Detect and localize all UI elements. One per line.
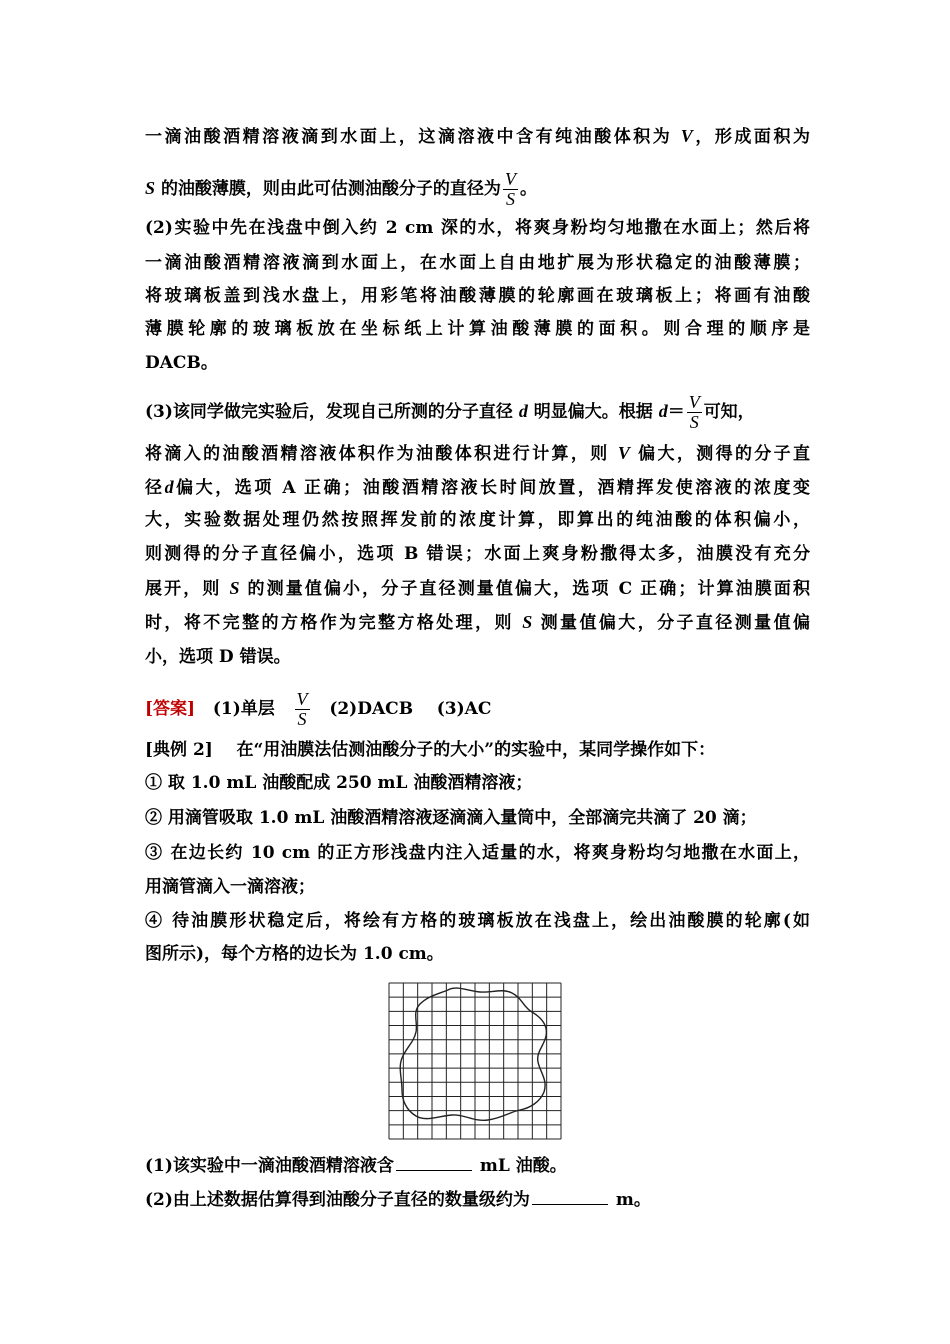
answer-tag: [答案]	[145, 699, 196, 719]
fraction-v-over-s: $\frac{V}{S}$	[296, 689, 308, 729]
answer-blank[interactable]	[532, 1190, 608, 1205]
solution-p3-line-5: 则测得的分子直径偏小，选项 B 错误；水面上爽身粉撒得太多，油膜没有充分	[145, 544, 810, 564]
solution-p2-line-3: 将玻璃板盖到浅水盘上，用彩笔将油酸薄膜的轮廓画在玻璃板上；将画有油酸	[145, 286, 810, 306]
answer-line: [答案] (1)单层 $\frac{V}{S}$ (2)DACB (3)AC	[145, 689, 492, 729]
solution-line-1: 一滴油酸酒精溶液滴到水面上，这滴溶液中含有纯油酸体积为 V，形成面积为	[145, 126, 810, 147]
solution-p3-line-6: 展开，则 S 的测量值偏小，分子直径测量值偏大，选项 C 正确；计算油膜面积	[145, 578, 811, 599]
example-step-4a: ④ 待油膜形状稳定后，将绘有方格的玻璃板放在浅盘上，绘出油酸膜的轮廓(如	[145, 911, 810, 931]
solution-p3-line-1: (3)该同学做完实验后，发现自己所测的分子直径 d 明显偏大。根据 d＝ $\frac{V}{S}$ 可知，	[145, 392, 755, 432]
solution-p3-line-7: 时，将不完整的方格作为完整方格处理，则 S 测量值偏大，分子直径测量值偏	[145, 612, 811, 633]
solution-p2-line-4: 薄膜轮廓的玻璃板放在坐标纸上计算油酸薄膜的面积。则合理的顺序是	[145, 319, 810, 339]
example-intro: [典例 2] 在“用油膜法估测油酸分子的大小”的实验中，某同学操作如下：	[145, 740, 716, 760]
example-step-2: ② 用滴管吸取 1.0 mL 油酸酒精溶液逐滴滴入量筒中，全部滴完共滴了 20 滴；	[145, 808, 757, 828]
example-step-4b: 图所示)，每个方格的边长为 1.0 cm。	[145, 944, 444, 964]
example-step-3a: ③ 在边长约 10 cm 的正方形浅盘内注入适量的水，将爽身粉均匀地撒在水面上，	[145, 843, 810, 863]
solution-p3-line-4: 大，实验数据处理仍然按照挥发前的浓度计算，即算出的纯油酸的体积偏小，	[145, 510, 810, 530]
fraction-v-over-s: $\frac{V}{S}$	[504, 169, 516, 209]
solution-p2-line-5: DACB。	[145, 353, 218, 373]
solution-p3-line-8: 小，选项 D 错误。	[145, 647, 291, 667]
solution-p2-line-2: 一滴油酸酒精溶液滴到水面上，在水面上自由地扩展为形状稳定的油酸薄膜；	[145, 253, 810, 273]
fraction-v-over-s: $\frac{V}{S}$	[688, 392, 700, 432]
example-step-3b: 用滴管滴入一滴溶液；	[145, 877, 315, 897]
question-1: (1)该实验中一滴油酸酒精溶液含 mL 油酸。	[145, 1156, 567, 1176]
solution-p2-line-1: (2)实验中先在浅盘中倒入约 2 cm 深的水，将爽身粉均匀地撒在水面上；然后将	[145, 218, 810, 238]
example-tag: [典例 2]	[145, 740, 213, 760]
solution-line-2: S 的油酸薄膜，则由此可估测油酸分子的直径为 $\frac{V}{S}$ 。	[145, 169, 537, 209]
oil-film-grid-figure	[388, 982, 562, 1140]
question-2: (2)由上述数据估算得到油酸分子直径的数量级约为 m。	[145, 1190, 651, 1210]
solution-p3-line-3: 径d偏大，选项 A 正确；油酸酒精溶液长时间放置，酒精挥发使溶液的浓度变	[145, 477, 810, 498]
solution-p3-line-2: 将滴入的油酸酒精溶液体积作为油酸体积进行计算，则 V 偏大，测得的分子直	[145, 443, 811, 464]
example-step-1: ① 取 1.0 mL 油酸配成 250 mL 油酸酒精溶液；	[145, 773, 533, 793]
answer-blank[interactable]	[396, 1156, 472, 1171]
